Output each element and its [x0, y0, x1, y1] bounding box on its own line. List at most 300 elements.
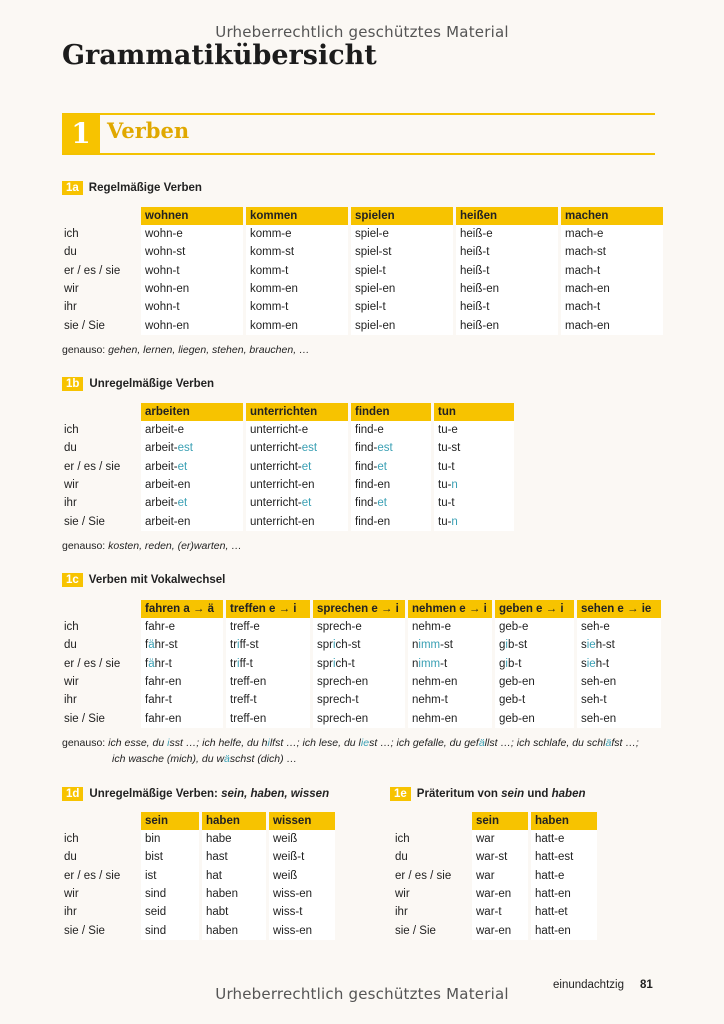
section-title: Präteritum von	[416, 788, 502, 800]
text-segment: ff-t	[239, 657, 253, 670]
conjugation-cell: wiss-en	[269, 921, 335, 939]
header-blank	[62, 812, 138, 830]
text-segment: unterricht-	[250, 442, 302, 455]
conjugation-cell	[141, 439, 243, 457]
conjugation-cell: mach-e	[561, 225, 663, 243]
column-header: spielen	[351, 207, 453, 225]
text-segment: n	[412, 639, 419, 652]
text-segment: ich lese, du l	[302, 737, 361, 749]
text-segment: -st	[440, 639, 453, 652]
text-segment: arbeit-e	[145, 424, 184, 437]
highlighted-text: i	[167, 737, 170, 749]
header-blank	[62, 403, 138, 421]
pronoun-cell: du	[62, 439, 138, 457]
text-segment: tu-	[438, 515, 452, 528]
conjugation-cell: bin	[141, 830, 199, 848]
text-segment: schst (dich) …	[229, 753, 297, 765]
highlighted-text: est	[377, 442, 393, 455]
pronoun-cell: wir	[62, 885, 138, 903]
conjugation-cell	[408, 618, 492, 636]
conjugation-cell	[313, 673, 405, 691]
conjugation-cell: ist	[141, 867, 199, 885]
header-row	[62, 812, 335, 830]
text-segment: treff-en	[230, 676, 267, 689]
table-row	[62, 673, 661, 691]
conjugation-cell	[408, 655, 492, 673]
highlighted-text: i	[267, 737, 270, 749]
table-row	[62, 618, 661, 636]
conjugation-cell	[226, 655, 310, 673]
conjugation-cell	[141, 691, 223, 709]
conjugation-cell: hatt-en	[531, 885, 597, 903]
section-1b-heading	[62, 377, 214, 391]
conjugation-cell	[351, 421, 431, 439]
pronoun-cell: ihr	[62, 494, 138, 512]
text-segment: h-t	[595, 657, 610, 670]
text-segment: treff-en	[230, 712, 267, 725]
highlighted-text: ie	[586, 657, 596, 670]
text-segment: unterricht-en	[250, 515, 315, 528]
conjugation-cell	[577, 655, 661, 673]
conjugation-cell	[313, 709, 405, 727]
conjugation-cell	[351, 458, 431, 476]
highlighted-text: et	[377, 460, 387, 473]
conjugation-cell	[141, 421, 243, 439]
table-row	[62, 848, 335, 866]
text-segment: lfst …;	[269, 737, 303, 749]
table-sein-haben-wissen	[59, 812, 338, 940]
column-header: sehen e → ie	[577, 600, 661, 618]
section-title-italic-1: sein	[501, 788, 525, 800]
conjugation-cell: komm-t	[246, 262, 348, 280]
conjugation-cell	[246, 476, 348, 494]
conjugation-cell: komm-en	[246, 280, 348, 298]
table-row	[393, 848, 597, 866]
conjugation-cell	[408, 673, 492, 691]
table-regular-verbs	[59, 207, 666, 335]
conjugation-cell	[434, 512, 514, 530]
conjugation-cell: heiß-en	[456, 280, 558, 298]
conjugation-cell: habt	[202, 903, 266, 921]
conjugation-cell: haben	[202, 885, 266, 903]
text-segment: fst …;	[611, 737, 639, 749]
conjugation-cell: weiß-t	[269, 848, 335, 866]
text-segment: spr	[317, 639, 333, 652]
column-header: wissen	[269, 812, 335, 830]
column-header: sein	[141, 812, 199, 830]
highlighted-text: ä	[148, 639, 155, 652]
text-segment: ich esse, du	[108, 737, 168, 749]
pronoun-cell: sie / Sie	[62, 921, 138, 939]
pronoun-cell: sie / Sie	[62, 316, 138, 334]
text-segment: arbeit-	[145, 460, 178, 473]
conjugation-cell	[141, 655, 223, 673]
conjugation-cell: spiel-st	[351, 243, 453, 261]
text-segment: find-	[355, 460, 378, 473]
text-segment: find-	[355, 497, 378, 510]
text-segment: tu-t	[438, 497, 455, 510]
conjugation-cell	[313, 691, 405, 709]
header-row	[62, 207, 663, 225]
conjugation-cell: komm-en	[246, 316, 348, 334]
text-segment: unterricht-en	[250, 479, 315, 492]
text-segment: s	[581, 657, 587, 670]
table-praeteritum	[390, 812, 600, 940]
note-label: genauso:	[62, 344, 106, 356]
header-blank	[62, 207, 138, 225]
pronoun-cell: ich	[62, 421, 138, 439]
table-row	[393, 867, 597, 885]
conjugation-cell	[408, 709, 492, 727]
conjugation-cell: mach-t	[561, 298, 663, 316]
conjugation-cell	[351, 512, 431, 530]
highlighted-text: n	[451, 479, 458, 492]
highlighted-text: et	[301, 497, 312, 510]
table-row	[62, 921, 335, 939]
text-segment: ich gefalle, du gef	[396, 737, 479, 749]
text-segment: sst …;	[169, 737, 203, 749]
text-segment: seh-e	[581, 621, 610, 634]
table-row	[393, 921, 597, 939]
conjugation-cell	[246, 512, 348, 530]
text-segment: arbeit-en	[145, 515, 191, 528]
table-row	[62, 512, 514, 530]
highlighted-text: n	[451, 515, 458, 528]
pronoun-cell: du	[62, 848, 138, 866]
conjugation-cell: wiss-t	[269, 903, 335, 921]
text-segment: sprech-en	[317, 676, 369, 689]
table-row	[62, 636, 661, 654]
pronoun-cell: er / es / sie	[393, 867, 469, 885]
table-vowel-change-verbs	[59, 600, 664, 728]
conjugation-cell: heiß-t	[456, 298, 558, 316]
column-header: machen	[561, 207, 663, 225]
text-segment: tu-	[438, 479, 452, 492]
conjugation-cell: sind	[141, 921, 199, 939]
note-text: gehen, lernen, liegen, stehen, brauchen, …	[108, 344, 310, 356]
table-row	[393, 903, 597, 921]
conjugation-cell: war	[472, 830, 528, 848]
text-segment: hr-t	[154, 657, 172, 670]
conjugation-cell: weiß	[269, 867, 335, 885]
text-segment: st …;	[369, 737, 397, 749]
text-segment: n	[412, 657, 419, 670]
conjugation-cell: spiel-t	[351, 298, 453, 316]
conjugation-cell	[141, 494, 243, 512]
text-segment: spr	[317, 657, 333, 670]
highlighted-text: ä	[478, 737, 485, 749]
conjugation-cell	[246, 494, 348, 512]
conjugation-cell: wohn-t	[141, 298, 243, 316]
conjugation-cell	[577, 618, 661, 636]
conjugation-cell: mach-st	[561, 243, 663, 261]
conjugation-cell: war-t	[472, 903, 528, 921]
highlighted-text: et	[177, 460, 188, 473]
table-row	[62, 867, 335, 885]
table-row	[62, 458, 514, 476]
conjugation-cell	[495, 709, 574, 727]
note-text-line-2	[112, 753, 297, 765]
section-title: Unregelmäßige Verben	[89, 378, 215, 390]
conjugation-cell	[408, 691, 492, 709]
column-header: nehmen e → i	[408, 600, 492, 618]
chapter-line-bottom	[62, 153, 655, 155]
conjugation-cell	[351, 494, 431, 512]
highlighted-text: est	[301, 442, 318, 455]
table-row	[62, 476, 514, 494]
chapter-title: Verben	[107, 118, 190, 143]
conjugation-cell	[226, 691, 310, 709]
conjugation-cell: komm-st	[246, 243, 348, 261]
text-segment: tu-e	[438, 424, 458, 437]
conjugation-cell	[495, 691, 574, 709]
conjugation-cell: spiel-t	[351, 262, 453, 280]
highlighted-text: i	[505, 639, 508, 652]
text-segment: b-t	[507, 657, 522, 670]
text-segment: find-en	[355, 479, 391, 492]
highlighted-text: ie	[360, 737, 370, 749]
pronoun-cell: ich	[62, 830, 138, 848]
table-row	[62, 225, 663, 243]
conjugation-cell	[246, 458, 348, 476]
header-blank	[393, 812, 469, 830]
highlighted-text: et	[377, 497, 387, 510]
column-header: arbeiten	[141, 403, 243, 421]
column-header: haben	[531, 812, 597, 830]
note-1a	[62, 344, 310, 356]
conjugation-cell: heiß-e	[456, 225, 558, 243]
pronoun-cell: er / es / sie	[62, 655, 138, 673]
page-number-word: einundachtzig	[553, 979, 624, 991]
pronoun-cell: ihr	[62, 298, 138, 316]
text-segment: ff-st	[239, 639, 259, 652]
pronoun-cell: ich	[62, 618, 138, 636]
table-row	[393, 830, 597, 848]
pronoun-cell: wir	[62, 476, 138, 494]
highlighted-text: ä	[605, 737, 612, 749]
section-tag: 1a	[62, 181, 83, 195]
text-segment: find-	[355, 442, 378, 455]
pronoun-cell: sie / Sie	[393, 921, 469, 939]
highlighted-text: imm	[418, 639, 441, 652]
table-row	[62, 439, 514, 457]
text-segment: arbeit-	[145, 497, 178, 510]
section-title-italic-2: haben	[551, 788, 586, 800]
table-row	[62, 709, 661, 727]
text-segment: seh-en	[581, 676, 617, 689]
pronoun-cell: wir	[393, 885, 469, 903]
section-title: Unregelmäßige Verben:	[89, 788, 222, 800]
highlighted-text: ie	[586, 639, 596, 652]
text-segment: seh-t	[581, 694, 607, 707]
note-label: genauso:	[62, 737, 106, 749]
text-segment: g	[499, 657, 506, 670]
conjugation-cell: weiß	[269, 830, 335, 848]
text-segment: nehm-t	[412, 694, 448, 707]
text-segment: sprech-t	[317, 694, 359, 707]
text-segment: tr	[230, 657, 238, 670]
section-tag: 1d	[62, 787, 83, 801]
table-row	[62, 885, 335, 903]
page-number: 81	[640, 979, 653, 991]
note-label: genauso:	[62, 540, 106, 552]
section-1d-heading	[62, 787, 329, 801]
text-segment: arbeit-	[145, 442, 178, 455]
conjugation-cell	[141, 636, 223, 654]
text-segment: ich helfe, du h	[202, 737, 268, 749]
text-segment: tr	[230, 639, 238, 652]
pronoun-cell: wir	[62, 673, 138, 691]
text-segment: f	[145, 639, 149, 652]
header-row	[393, 812, 597, 830]
conjugation-cell	[577, 673, 661, 691]
note-1b	[62, 540, 242, 552]
conjugation-cell: seid	[141, 903, 199, 921]
conjugation-cell: war	[472, 867, 528, 885]
conjugation-cell: hat	[202, 867, 266, 885]
conjugation-cell: mach-en	[561, 280, 663, 298]
conjugation-cell	[226, 618, 310, 636]
column-header: haben	[202, 812, 266, 830]
conjugation-cell	[434, 421, 514, 439]
text-segment: nehm-en	[412, 712, 458, 725]
pronoun-cell: ich	[393, 830, 469, 848]
conjugation-cell	[226, 636, 310, 654]
text-segment: unterricht-	[250, 497, 302, 510]
text-segment: sprech-e	[317, 621, 362, 634]
highlighted-text: imm	[418, 657, 441, 670]
conjugation-cell: hatt-e	[531, 830, 597, 848]
text-segment: treff-e	[230, 621, 260, 634]
conjugation-cell	[141, 476, 243, 494]
column-header: sprechen e → i	[313, 600, 405, 618]
table-row	[62, 280, 663, 298]
table-row	[62, 830, 335, 848]
conjugation-cell: wohn-st	[141, 243, 243, 261]
text-segment: tu-t	[438, 460, 455, 473]
table-row	[62, 691, 661, 709]
header-row	[62, 600, 661, 618]
section-1a-heading	[62, 181, 202, 195]
note-1c-line-2	[112, 753, 297, 765]
table-row	[62, 494, 514, 512]
page-title: Grammatikübersicht	[62, 40, 377, 71]
conjugation-cell	[577, 636, 661, 654]
section-1c-heading	[62, 573, 225, 587]
pronoun-cell: ihr	[393, 903, 469, 921]
table-row	[62, 655, 661, 673]
text-segment: h-st	[595, 639, 615, 652]
section-title: Verben mit Vokalwechsel	[88, 574, 226, 586]
conjugation-cell: wohn-t	[141, 262, 243, 280]
note-text-line-1	[108, 737, 639, 749]
text-segment: treff-t	[230, 694, 257, 707]
highlighted-text: est	[177, 442, 193, 455]
text-segment: ch-st	[335, 639, 361, 652]
conjugation-cell: war-en	[472, 921, 528, 939]
conjugation-cell	[313, 636, 405, 654]
conjugation-cell	[141, 458, 243, 476]
table-row	[62, 262, 663, 280]
conjugation-cell	[434, 458, 514, 476]
conjugation-cell: wohn-en	[141, 280, 243, 298]
conjugation-cell: hatt-e	[531, 867, 597, 885]
table-row	[62, 903, 335, 921]
text-segment: fahr-en	[145, 712, 182, 725]
column-header: heißen	[456, 207, 558, 225]
section-title: Regelmäßige Verben	[88, 182, 202, 194]
conjugation-cell: spiel-e	[351, 225, 453, 243]
conjugation-cell	[434, 494, 514, 512]
section-title-mid: und	[524, 788, 552, 800]
chapter-number: 1	[62, 114, 100, 154]
table-row	[62, 421, 514, 439]
conjugation-cell	[408, 636, 492, 654]
conjugation-cell	[141, 618, 223, 636]
note-1c	[62, 737, 639, 749]
text-segment: fahr-en	[145, 676, 182, 689]
pronoun-cell: sie / Sie	[62, 709, 138, 727]
section-tag: 1c	[62, 573, 83, 587]
text-segment: find-e	[355, 424, 384, 437]
text-segment: tu-st	[438, 442, 461, 455]
conjugation-cell: heiß-t	[456, 262, 558, 280]
text-segment: s	[581, 639, 587, 652]
conjugation-cell: habe	[202, 830, 266, 848]
text-segment: arbeit-en	[145, 479, 191, 492]
section-1e-heading	[390, 787, 586, 801]
conjugation-cell: wohn-en	[141, 316, 243, 334]
pronoun-cell: du	[393, 848, 469, 866]
highlighted-text: i	[332, 639, 336, 652]
conjugation-cell: heiß-t	[456, 243, 558, 261]
column-header: kommen	[246, 207, 348, 225]
conjugation-cell	[495, 673, 574, 691]
text-segment: unterricht-	[250, 460, 302, 473]
column-header: tun	[434, 403, 514, 421]
conjugation-cell	[434, 439, 514, 457]
text-segment: seh-en	[581, 712, 617, 725]
section-tag: 1e	[390, 787, 411, 801]
conjugation-cell	[495, 655, 574, 673]
text-segment: b-st	[507, 639, 528, 652]
conjugation-cell: mach-t	[561, 262, 663, 280]
pronoun-cell: er / es / sie	[62, 262, 138, 280]
section-title-italic: sein, haben, wissen	[221, 788, 330, 800]
conjugation-cell: hatt-et	[531, 903, 597, 921]
conjugation-cell: spiel-en	[351, 316, 453, 334]
column-header: wohnen	[141, 207, 243, 225]
conjugation-cell	[313, 655, 405, 673]
conjugation-cell	[313, 618, 405, 636]
conjugation-cell	[141, 673, 223, 691]
text-segment: geb-en	[499, 676, 535, 689]
pronoun-cell: du	[62, 243, 138, 261]
text-segment: unterricht-e	[250, 424, 309, 437]
text-segment: geb-e	[499, 621, 529, 634]
note-text: kosten, reden, (er)warten, …	[108, 540, 242, 552]
text-segment: g	[499, 639, 506, 652]
conjugation-cell	[141, 709, 223, 727]
highlighted-text: et	[177, 497, 188, 510]
watermark-bottom: Urheberrechtlich geschütztes Material	[215, 985, 509, 1003]
conjugation-cell	[495, 636, 574, 654]
header-blank	[62, 600, 138, 618]
text-segment: geb-t	[499, 694, 526, 707]
highlighted-text: et	[301, 460, 312, 473]
conjugation-cell: sind	[141, 885, 199, 903]
conjugation-cell: spiel-en	[351, 280, 453, 298]
